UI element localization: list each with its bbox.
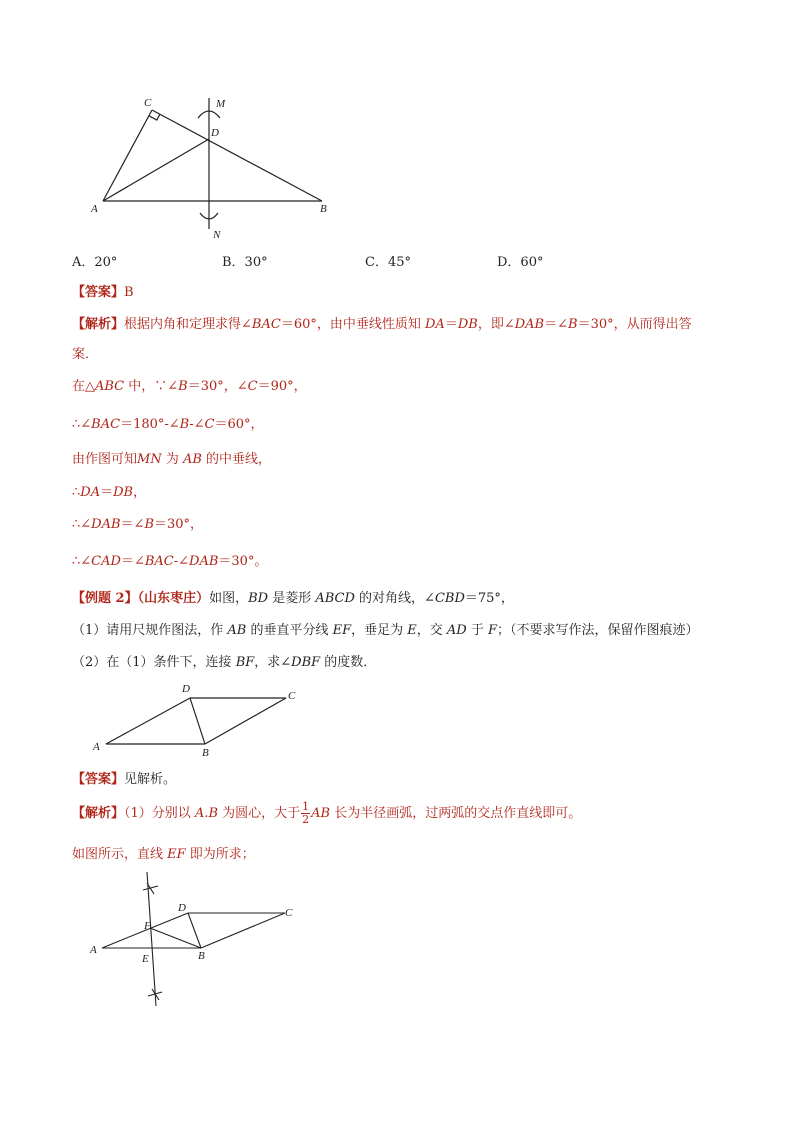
analysis-1-line-3: 在△ABC 中，∵∠B＝30°，∠C＝90°， <box>72 379 307 394</box>
label-d: D <box>182 683 190 695</box>
option-a: A．20° <box>72 255 118 270</box>
answer-2: 【答案】见解析。 <box>72 772 177 787</box>
label-c: C <box>285 907 293 919</box>
analysis-2-line-2: 如图所示，直线 EF 即为所求； <box>72 847 255 862</box>
answer-tag: 【答案】 <box>72 285 125 300</box>
label-e: E <box>142 953 149 965</box>
label-c: C <box>288 690 296 702</box>
option-d: D．60° <box>497 255 544 270</box>
label-a: A <box>90 944 97 956</box>
label-n: N <box>213 229 221 241</box>
analysis-1-line-7: ∴∠DAB＝∠B＝30°， <box>72 517 204 532</box>
label-c: C <box>144 97 152 109</box>
label-m: M <box>216 98 226 110</box>
analysis-1-line-1: 【解析】根据内角和定理求得∠BAC＝60°，由中垂线性质知 DA＝DB，即∠DAB＝∠B＝30°，从而得出答 <box>72 317 692 332</box>
example-2-stem: 【例题 2】（山东枣庄）如图，BD 是菱形 ABCD 的对角线，∠CBD＝75°， <box>72 591 514 606</box>
label-b: B <box>202 747 209 759</box>
label-b: B <box>198 950 205 962</box>
analysis-1-line-6: ∴DA＝DB， <box>72 485 147 500</box>
figure-triangle-bisector <box>88 94 338 244</box>
option-c: C．45° <box>365 255 411 270</box>
analysis-1-line-2: 案． <box>72 347 99 362</box>
fraction-one-half: $\frac{1}{2}$ <box>302 800 310 826</box>
option-b: B．30° <box>222 255 268 270</box>
label-d: D <box>211 127 219 139</box>
label-a: A <box>91 203 98 215</box>
label-b: B <box>320 203 327 215</box>
label-f: F <box>144 920 151 932</box>
label-a: A <box>93 741 100 753</box>
analysis-2-line-1: 【解析】（1）分别以 A.B 为圆心，大于 $\frac{1}{2}$ AB 长为半径画弧，过两弧的交点作直线即可。 <box>72 800 582 826</box>
analysis-1-line-5: 由作图可知MN 为 AB 的中垂线， <box>72 452 272 467</box>
analysis-1-line-4: ∴∠BAC＝180°-∠B-∠C＝60°， <box>72 417 264 432</box>
label-d: D <box>178 902 186 914</box>
analysis-1-line-8: ∴∠CAD＝∠BAC-∠DAB＝30°。 <box>72 554 268 569</box>
example-2-question-1: （1）请用尺规作图法，作 AB 的垂直平分线 EF，垂足为 E，交 AD 于 F；（不要求写作法，保留作图痕迹） <box>72 623 699 638</box>
figure-rhombus-bisector <box>80 868 310 1010</box>
answer-value: B <box>124 285 134 300</box>
figure-rhombus <box>88 678 308 764</box>
example-2-question-2: （2）在（1）条件下，连接 BF，求∠DBF 的度数． <box>72 655 377 670</box>
answer-1 <box>72 284 134 302</box>
